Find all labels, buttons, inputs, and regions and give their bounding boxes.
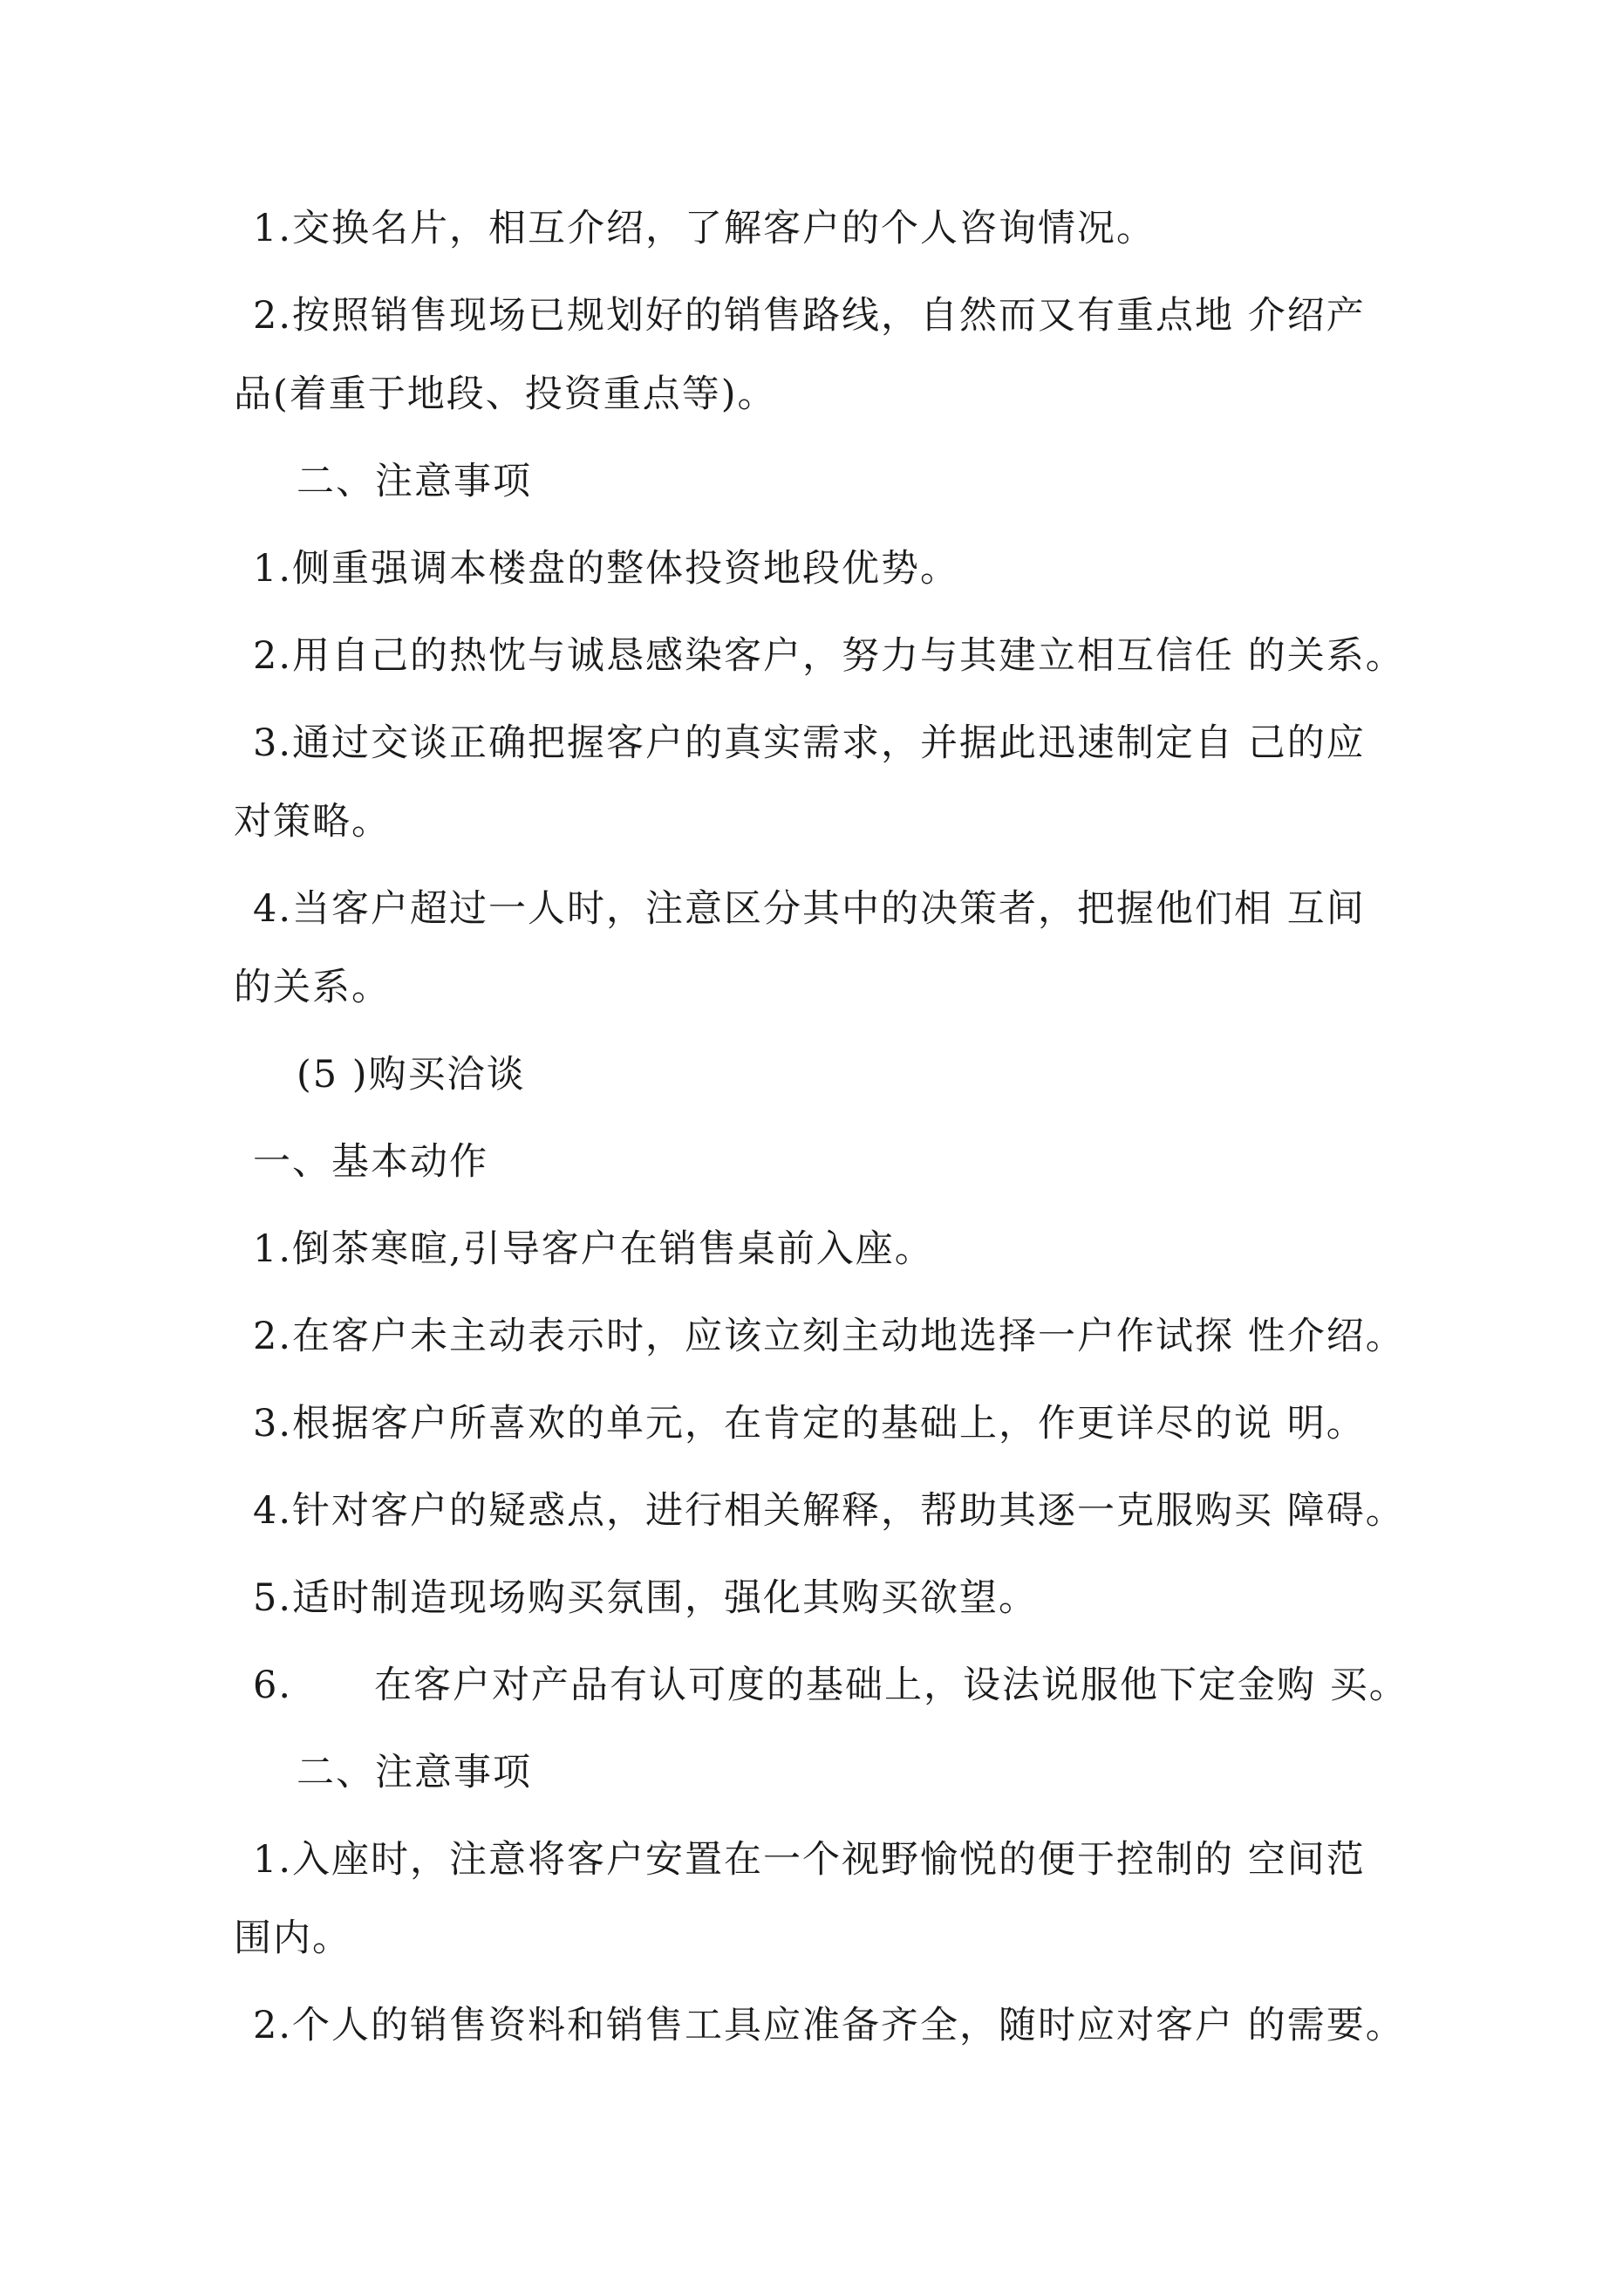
text-line: 1.倒茶寒暄,引导客户在销售桌前入座。 (253, 1227, 934, 1271)
section-heading: (5 )购买洽谈 (297, 1053, 526, 1097)
text-line: 4.针对客户的疑惑点，进行相关解释，帮助其逐一克服购买 障碍。 (253, 1489, 1405, 1533)
text-line: 对策略。 (234, 800, 391, 844)
section-heading: 二、注意事项 (297, 460, 532, 503)
text-line: 4.当客户超过一人时，注意区分其中的决策者，把握他们相 互间 (253, 887, 1366, 931)
text-line: 2.用自己的热忱与诚恳感染客户，努力与其建立相互信任 的关系。 (253, 634, 1405, 678)
text-line: 1.侧重强调本楼盘的整体投资地段优势。 (253, 547, 960, 591)
text-line: 围内。 (234, 1917, 351, 1960)
section-heading: 二、注意事项 (297, 1751, 532, 1794)
text-line: 的关系。 (234, 966, 391, 1009)
text-line: 6. 在客户对产品有认可度的基础上，设法说服他下定金购 买。 (253, 1664, 1408, 1707)
text-line: 2.个人的销售资料和销售工具应准备齐全，随时应对客户 的需要。 (253, 2004, 1405, 2047)
text-line: 1.入座时，注意将客户安置在一个视野愉悦的便于控制的 空间范 (253, 1838, 1366, 1882)
text-line: 品(着重于地段、投资重点等)。 (234, 372, 777, 416)
text-line: 2.按照销售现场已规划好的销售路线，自然而又有重点地 介绍产 (253, 294, 1366, 338)
text-line: 1.交换名片，相互介绍，了解客户的个人咨询情况。 (253, 207, 1156, 250)
text-line: 2.在客户未主动表示时，应该立刻主动地选择一户作试探 性介绍。 (253, 1315, 1405, 1358)
text-line: 5.适时制造现场购买氛围，强化其购买欲望。 (253, 1576, 1039, 1620)
text-line: 3.根据客户所喜欢的单元，在肯定的基础上，作更详尽的说 明。 (253, 1402, 1366, 1445)
section-heading: 一、基本动作 (253, 1140, 488, 1184)
text-line: 3.通过交谈正确把握客户的真实需求，并据此迅速制定自 己的应 (253, 721, 1366, 765)
